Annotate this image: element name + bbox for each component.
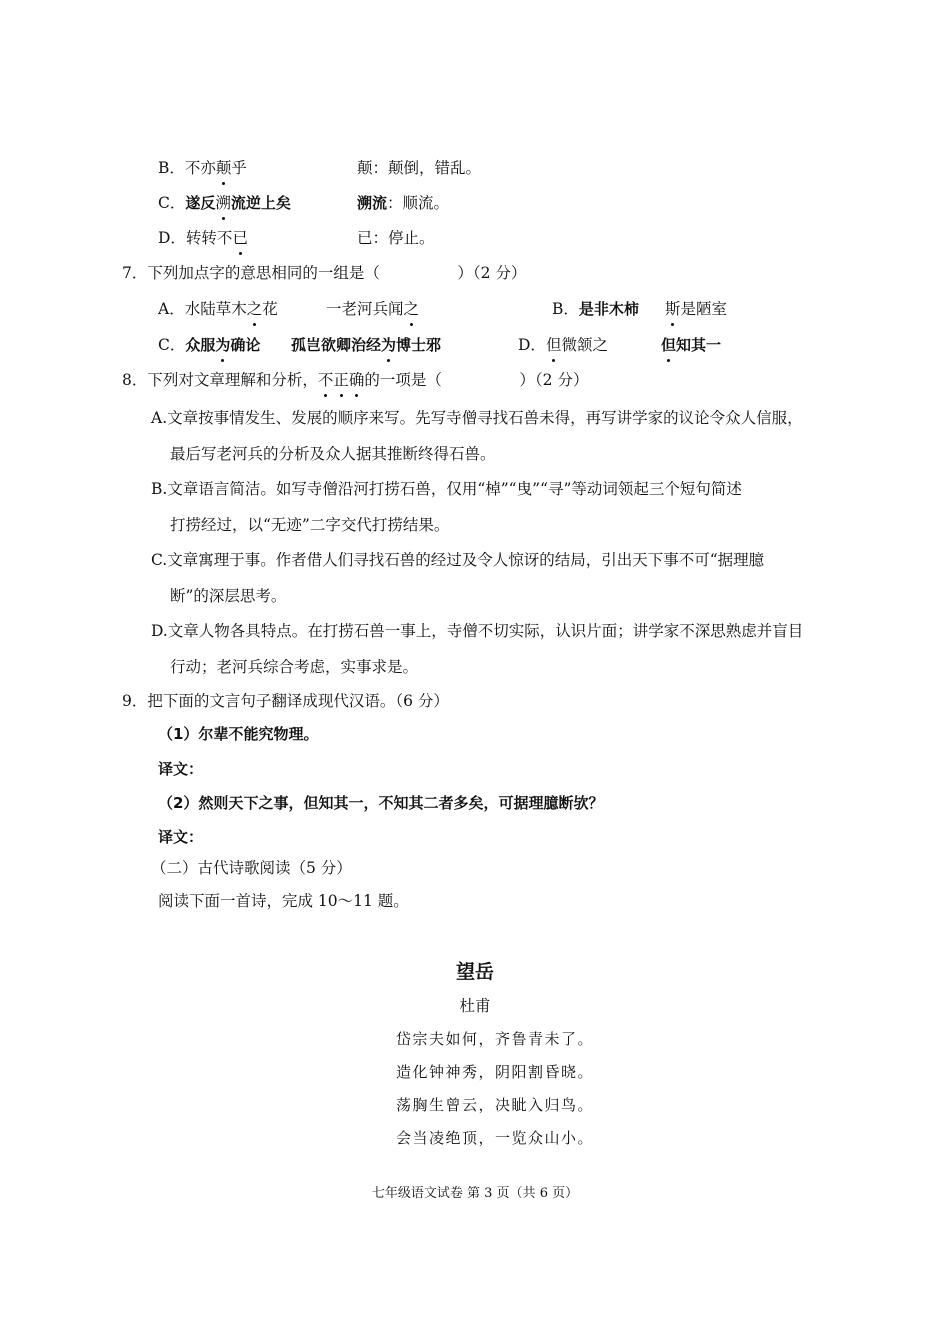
poem-title: 望岳 bbox=[455, 961, 494, 983]
q8-option-a-line1: A.文章按事情发生、发展的顺序来写。先写寺僧寻找石兽未得，再写讲学家的议论令众人信服， bbox=[151, 409, 803, 427]
emphasis-dot-char: 溯 bbox=[215, 194, 231, 212]
q6-option-d: D．转转不已 bbox=[158, 229, 248, 247]
emphasis-dot-char: 但 bbox=[545, 336, 562, 354]
q7-option-d: D．但微颔之 bbox=[518, 336, 608, 354]
q8-option-c-line1: C.文章寓理于事。作者借人们寻找石兽的经过及令人惊讶的结局，引出天下事不可“据理臆 bbox=[151, 551, 765, 569]
q7-option-b-second: 斯是陋室 bbox=[665, 300, 728, 318]
q9-sentence-2: （2）然则天下之事，但知其一，不知其二者多矣，可据理臆断欤？ bbox=[158, 794, 604, 812]
q8-stem: 8．下列对文章理解和分析，不正确的一项是（ ）（2 分） bbox=[122, 371, 589, 389]
q9-translation-label-2: 译文： bbox=[158, 828, 204, 846]
q7-option-a: A．水陆草木之花 bbox=[158, 300, 278, 318]
q6-option-c-gloss: 溯流：顺流。 bbox=[357, 194, 450, 212]
emphasis-dot-char: 之 bbox=[403, 300, 420, 318]
emphasis-dot-char: 斯 bbox=[665, 300, 681, 318]
emphasis-dot-char: 但 bbox=[661, 336, 677, 354]
q7-option-a-second: 一老河兵闻之 bbox=[326, 300, 420, 318]
poem-line: 荡胸生曾云，决眦入归鸟。 bbox=[395, 1096, 594, 1114]
q6-option-c: C．遂反溯流逆上矣 bbox=[158, 194, 291, 212]
emphasis-dot-char: 为 bbox=[215, 336, 231, 354]
emphasis-dot-char: 颠 bbox=[215, 159, 232, 177]
q6-option-b: B．不亦颠乎 bbox=[158, 159, 247, 177]
q7-stem: 7．下列加点字的意思相同的一组是（ ）（2 分） bbox=[122, 264, 527, 282]
q9-stem: 9．把下面的文言句子翻译成现代汉语。（6 分） bbox=[122, 692, 449, 710]
q8-option-d-line1: D.文章人物各具特点。在打捞石兽一事上，寺僧不切实际，认识片面；讲学家不深思熟虑并盲目 bbox=[151, 622, 804, 640]
q8-option-d-line2: 行动；老河兵综合考虑，实事求是。 bbox=[170, 658, 419, 676]
q8-option-b-line1: B.文章语言简洁。如写寺僧沿河打捞石兽，仅用“棹”“曳”“寻”等动词领起三个短句简述 bbox=[151, 480, 742, 498]
page-footer: 七年级语文试卷 第 3 页（共 6 页） bbox=[371, 1186, 579, 1201]
q8-option-a-line2: 最后写老河兵的分析及众人据其推断终得石兽。 bbox=[170, 445, 496, 463]
section-heading: （二）古代诗歌阅读（5 分） bbox=[151, 859, 352, 877]
q8-option-c-line2: 断”的深层思考。 bbox=[170, 587, 287, 605]
q7-option-d-second: 但知其一 bbox=[661, 336, 722, 354]
poem-line: 造化钟神秀，阴阳割昏晓。 bbox=[395, 1063, 594, 1081]
q9-translation-label-1: 译文： bbox=[158, 760, 204, 778]
q7-option-b: B．是非木柿 bbox=[552, 300, 639, 318]
emphasis-dot-char: 确 bbox=[348, 371, 365, 389]
q6-option-b-gloss: 颠：颠倒，错乱。 bbox=[357, 159, 482, 177]
emphasis-dot-char: 为 bbox=[381, 336, 397, 354]
q8-option-b-line2: 打捞经过，以“无迹”二字交代打捞结果。 bbox=[170, 516, 450, 534]
emphasis-dot-char: 已 bbox=[232, 229, 248, 247]
emphasis-dot-char: 正 bbox=[333, 371, 349, 389]
poem-line: 岱宗夫如何，齐鲁青未了。 bbox=[395, 1030, 594, 1048]
q7-option-c-second: 孤岂欲卿治经为博士邪 bbox=[291, 336, 442, 354]
emphasis-dot-char: 之 bbox=[246, 300, 263, 318]
emphasis-dot-char: 不 bbox=[317, 371, 334, 389]
poem-author: 杜甫 bbox=[459, 997, 491, 1015]
q9-sentence-1: （1）尔辈不能究物理。 bbox=[158, 725, 319, 743]
q6-option-d-gloss: 已：停止。 bbox=[357, 229, 435, 247]
poem-line: 会当凌绝顶，一览众山小。 bbox=[395, 1129, 594, 1147]
q7-option-c: C．众服为确论 bbox=[158, 336, 261, 354]
section-intro: 阅读下面一首诗，完成 10～11 题。 bbox=[158, 892, 409, 910]
